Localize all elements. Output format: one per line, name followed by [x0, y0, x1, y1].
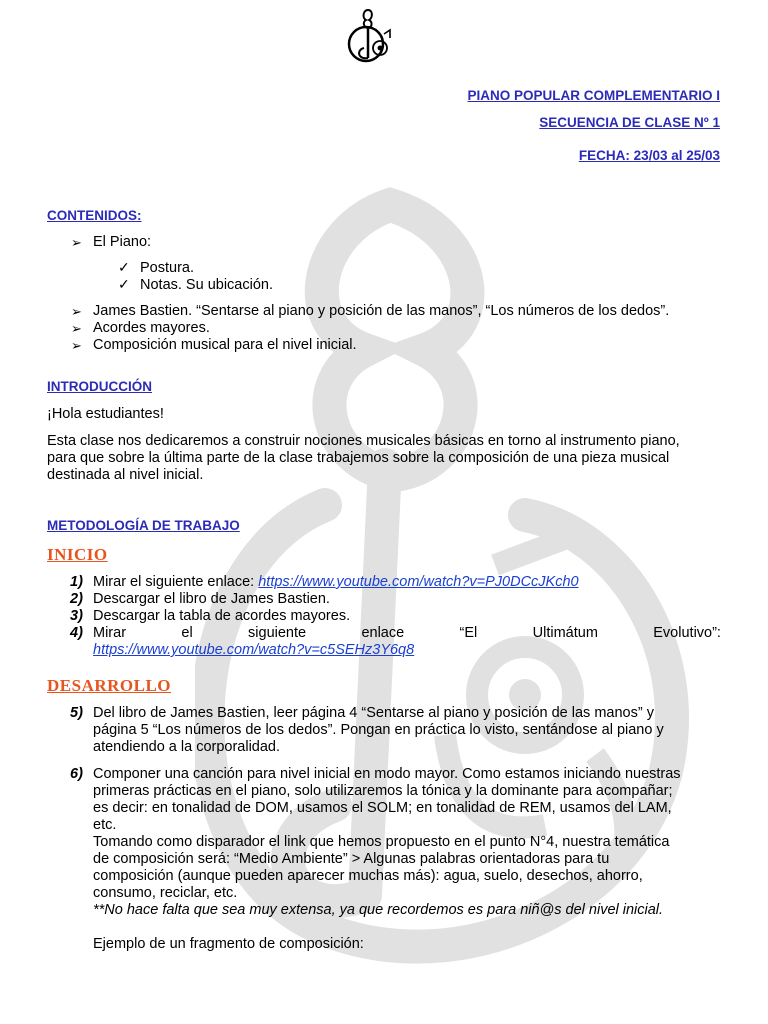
step-6-line-3: es decir: en tonalidad de DOM, usamos el SOLM; en tonalidad de REM, usamos del LAM, [93, 800, 672, 816]
step-6-note: **No hace falta que sea muy extensa, ya que recordemos es para niñ@s del nivel inicial. [93, 902, 664, 918]
step-6-line-2: primeras prácticas en el piano, solo utilizaremos la tónica y la dominante para acompañar; [93, 783, 673, 799]
content-item-composicion: Composición musical para el nivel inicial. [93, 337, 357, 353]
step-4-link-line [93, 642, 414, 659]
step-3-text: Descargar la tabla de acordes mayores. [93, 608, 351, 624]
inicio-heading: INICIO [47, 545, 108, 564]
step-number: 4) [70, 625, 83, 641]
step-2-text: Descargar el libro de James Bastien. [93, 591, 330, 607]
content-item-acordes: Acordes mayores. [93, 320, 210, 336]
step-5-line-2: página 5 “Los números de los dedos”. Pongan en práctica lo visto, sentándose al piano y [93, 722, 664, 738]
step-6-line-4: etc. [93, 817, 117, 833]
checkmark-icon: ✓ [118, 276, 130, 292]
content-item-piano: El Piano: [93, 234, 152, 250]
arrow-bullet-icon: ➢ [71, 304, 82, 319]
desarrollo-heading: DESARROLLO [47, 676, 172, 695]
word: el [181, 625, 193, 641]
content-subitem-notas: Notas. Su ubicación. [140, 277, 273, 293]
youtube-link-2[interactable]: https://www.youtube.com/watch?v=c5SEHz3Y6q8 [93, 642, 415, 658]
step-6-line-1: Componer una canción para nivel inicial en modo mayor. Como estamos iniciando nuestras [93, 766, 681, 782]
checkmark-icon: ✓ [118, 259, 130, 275]
step-6-line-6: de composición será: “Medio Ambiente” > Algunas palabras orientadoras para tu [93, 851, 610, 867]
word: siguiente [248, 625, 307, 641]
intro-line-2: para que sobre la última parte de la clase trabajemos sobre la composición de una pieza musical [47, 450, 670, 466]
step-5-line-3: atendiendo a la corporalidad. [93, 739, 281, 755]
school-logo [338, 6, 398, 68]
step-number: 5) [70, 705, 83, 721]
word: Evolutivo”: [653, 625, 721, 641]
step-1-text [93, 574, 579, 591]
step-6-line-8: consumo, reciclar, etc. [93, 885, 238, 901]
arrow-bullet-icon: ➢ [71, 338, 82, 353]
step-number: 3) [70, 608, 83, 624]
arrow-bullet-icon: ➢ [71, 235, 82, 250]
date-label: FECHA: [578, 148, 630, 163]
step-6-line-5: Tomando como disparador el link que hemos propuesto en el punto N°4, nuestra temática [93, 834, 670, 850]
metodologia-heading: METODOLOGÍA DE TRABAJO [47, 518, 240, 533]
youtube-link-1[interactable]: https://www.youtube.com/watch?v=PJ0DCcJKch0 [258, 574, 579, 590]
step-4-text [93, 625, 721, 642]
date-value: 23/03 al 25/03 [633, 148, 720, 163]
intro-line-3: destinada al nivel inicial. [47, 467, 204, 483]
word: Mirar [93, 625, 127, 641]
step-6-line-7: composición (aunque pueden aparecer muchas más): agua, suelo, desechos, ahorro, [93, 868, 643, 884]
course-title: PIANO POPULAR COMPLEMENTARIO I [467, 88, 720, 103]
step-5-line-1: Del libro de James Bastien, leer página 4 “Sentarse al piano y posición de las manos” y [93, 705, 654, 721]
introduccion-heading: INTRODUCCIÓN [47, 379, 152, 394]
intro-line-1: Esta clase nos dedicaremos a construir nociones musicales básicas en torno al instrumento piano, [47, 433, 680, 449]
word: Ultimátum [532, 625, 598, 641]
example-intro: Ejemplo de un fragmento de composición: [93, 936, 364, 952]
sequence-title: SECUENCIA DE CLASE Nº 1 [539, 115, 720, 130]
content-subitem-postura: Postura. [140, 260, 194, 276]
contenidos-heading: CONTENIDOS: [47, 208, 142, 223]
word: “El [459, 625, 478, 641]
date-line [579, 148, 720, 163]
word: enlace [361, 625, 405, 641]
content-item-bastien: James Bastien. “Sentarse al piano y posición de las manos”, “Los números de los dedos”. [93, 303, 670, 319]
arrow-bullet-icon: ➢ [71, 321, 82, 336]
step-number: 2) [70, 591, 83, 607]
greeting-text: ¡Hola estudiantes! [47, 406, 164, 422]
step-number: 6) [70, 766, 83, 782]
step-1-label: Mirar el siguiente enlace: [93, 574, 259, 590]
step-number: 1) [70, 574, 83, 590]
